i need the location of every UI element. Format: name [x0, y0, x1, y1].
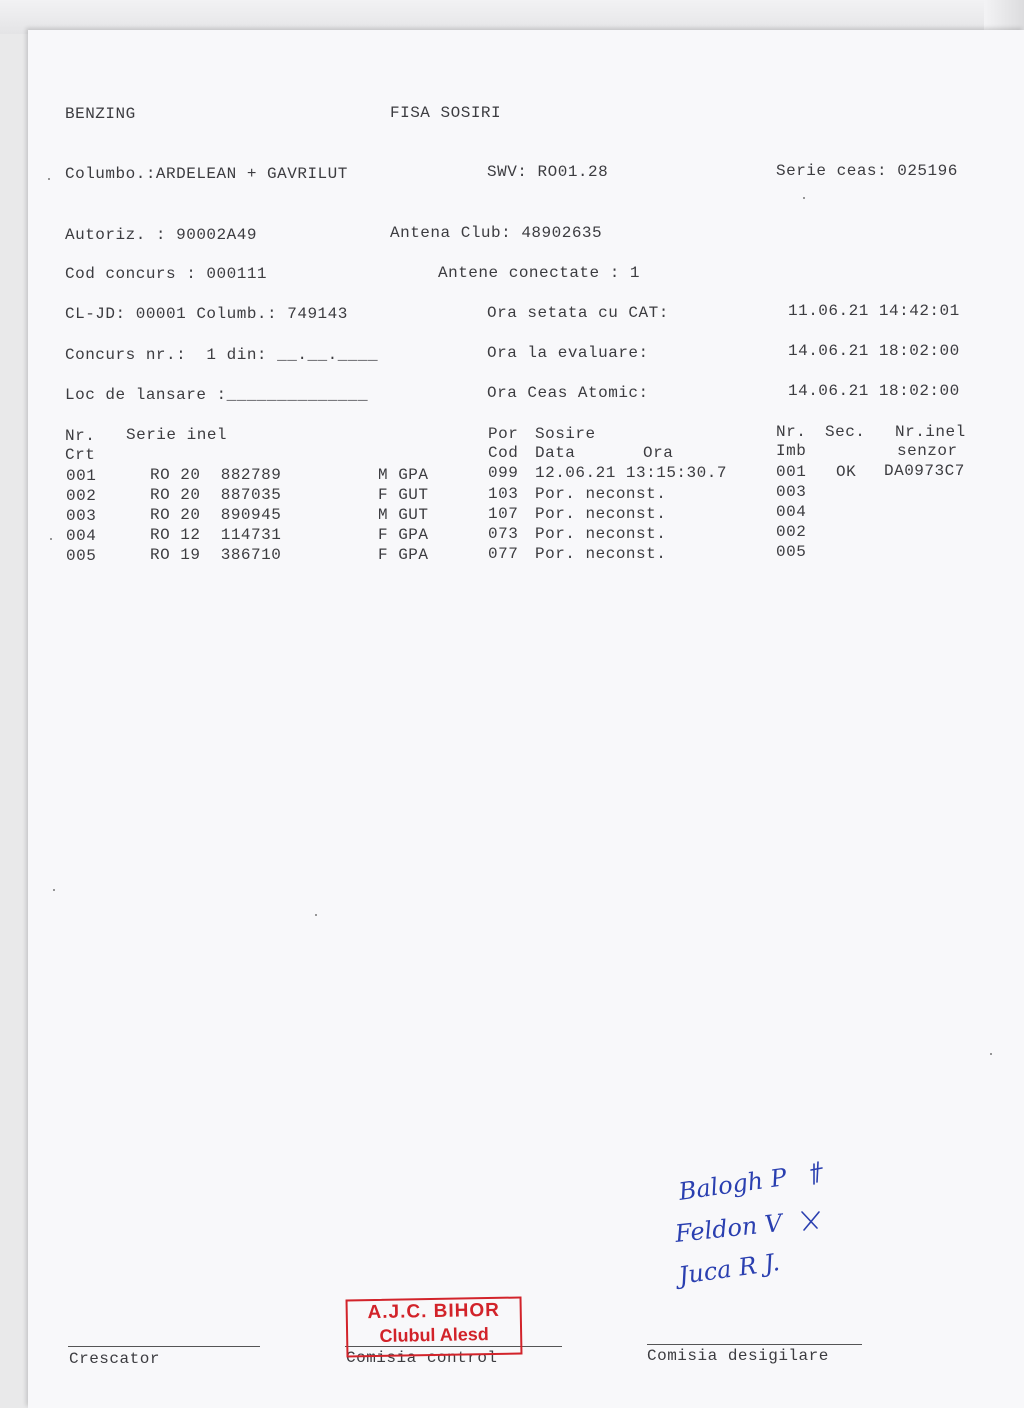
cell-cod: 099: [488, 464, 519, 482]
header-sec: Sec.: [825, 423, 866, 441]
cell-cod: 077: [488, 545, 519, 563]
signature-line-3: Juca R J.: [676, 1248, 782, 1290]
loc-lansare-field: Loc de lansare :______________: [65, 386, 369, 404]
header-ora: Ora: [643, 444, 674, 462]
cell-cod: 107: [488, 505, 519, 523]
ora-atomic-value: 14.06.21 18:02:00: [788, 382, 960, 400]
cell-sosire: Por. neconst.: [535, 525, 667, 543]
signature-line-1: Balogh P: [676, 1163, 789, 1206]
cell-imb: 005: [776, 543, 807, 561]
cell-nr: 003: [66, 507, 97, 525]
ora-setata-value: 11.06.21 14:42:01: [788, 302, 960, 320]
cell-nr: 004: [66, 527, 97, 545]
concurs-nr-field: Concurs nr.: 1 din: __.__.____: [65, 346, 379, 364]
desigilare-signature-line: [647, 1344, 862, 1345]
document-title: FISA SOSIRI: [390, 104, 502, 122]
signature-line-2: Feldon V: [673, 1208, 784, 1248]
header-nr: Nr.: [65, 427, 96, 445]
scan-speck: [990, 1053, 992, 1055]
cell-sex: F GUT: [378, 486, 429, 504]
ora-atomic-label: Ora Ceas Atomic:: [487, 384, 649, 402]
cell-sex: M GUT: [378, 506, 429, 524]
header-por: Por: [488, 425, 519, 443]
header-cod: Cod: [488, 444, 519, 462]
cell-imb: 003: [776, 483, 807, 501]
brand-label: BENZING: [65, 105, 136, 123]
ora-evaluare-value: 14.06.21 18:02:00: [788, 342, 960, 360]
cell-cod: 103: [488, 485, 519, 503]
cell-sosire: Por. neconst.: [535, 545, 667, 563]
columbo-field: Columbo.:ARDELEAN + GAVRILUT: [65, 165, 348, 183]
scan-background-top: [0, 0, 1024, 34]
cell-sosire: 12.06.21 13:15:30.7: [535, 464, 727, 482]
header-nr-imb: Nr.: [776, 423, 807, 441]
crescator-label: Crescator: [69, 1350, 160, 1368]
comisia-desigilare-label: Comisia desigilare: [647, 1347, 829, 1365]
header-senzor: senzor: [897, 442, 958, 460]
cell-sex: F GPA: [378, 546, 429, 564]
stamp-line-2: Clubul Alesd: [379, 1324, 489, 1346]
scan-speck: [48, 178, 50, 180]
cell-serie: RO 20 890945: [150, 506, 282, 524]
header-data: Data: [535, 444, 576, 462]
cl-jd-field: CL-JD: 00001 Columb.: 749143: [65, 305, 348, 323]
header-nr-inel: Nr.inel: [895, 423, 966, 441]
header-serie-inel: Serie inel: [126, 426, 228, 444]
header-imb: Imb: [776, 442, 807, 460]
cell-imb: 004: [776, 503, 807, 521]
scan-speck: [53, 889, 55, 891]
ora-evaluare-label: Ora la evaluare:: [487, 344, 649, 362]
club-stamp: [346, 1296, 523, 1357]
handwritten-signatures: [672, 1160, 852, 1300]
header-sosire: Sosire: [535, 425, 596, 443]
cell-inel: DA0973C7: [884, 462, 965, 480]
ora-setata-label: Ora setata cu CAT:: [487, 304, 669, 322]
scan-speck: [315, 914, 317, 916]
autoriz-field: Autoriz. : 90002A49: [65, 226, 257, 244]
cell-nr: 002: [66, 487, 97, 505]
cell-nr: 005: [66, 547, 97, 565]
cell-sec: OK: [836, 463, 857, 481]
swv-field: SWV: RO01.28: [487, 163, 609, 181]
cell-serie: RO 20 882789: [150, 466, 282, 484]
cell-imb: 002: [776, 523, 807, 541]
cell-sex: M GPA: [378, 466, 429, 484]
comisia-control-label: Comisia control: [346, 1349, 498, 1367]
cell-imb: 001: [776, 463, 807, 481]
crescator-signature-line: [68, 1346, 260, 1347]
cell-sosire: Por. neconst.: [535, 505, 667, 523]
cell-sosire: Por. neconst.: [535, 485, 667, 503]
cell-serie: RO 19 386710: [150, 546, 282, 564]
cell-nr: 001: [66, 467, 97, 485]
cod-concurs-field: Cod concurs : 000111: [65, 265, 268, 283]
cell-serie: RO 20 887035: [150, 486, 282, 504]
cell-sex: F GPA: [378, 526, 429, 544]
cell-serie: RO 12 114731: [150, 526, 282, 544]
antena-club-field: Antena Club: 48902635: [390, 224, 603, 242]
scan-speck: [50, 538, 52, 540]
stamp-line-1: A.J.C. BIHOR: [367, 1299, 501, 1324]
antene-conectate-field: Antene conectate : 1: [438, 264, 641, 282]
serie-ceas-field: Serie ceas: 025196: [776, 162, 958, 180]
header-crt: Crt: [65, 446, 96, 464]
scan-speck: [803, 197, 805, 199]
cell-cod: 073: [488, 525, 519, 543]
